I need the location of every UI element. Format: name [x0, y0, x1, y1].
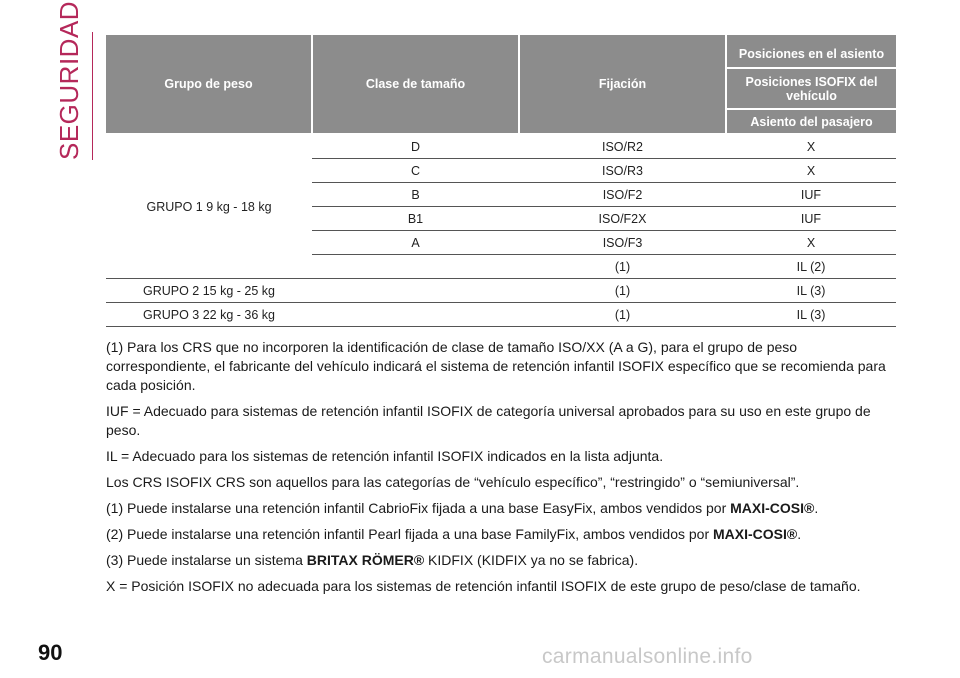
fixation-cell: ISO/F3 — [519, 231, 726, 255]
passenger-cell: IUF — [726, 207, 896, 231]
passenger-cell: X — [726, 231, 896, 255]
header-fixation: Fijación — [519, 35, 726, 134]
fixation-cell: (1) — [519, 303, 726, 327]
table-row — [106, 303, 896, 327]
section-divider — [92, 32, 93, 160]
note-1: (1) Para los CRS que no incorporen la identificación de clase de tamaño ISO/XX (A a G), para el grupo de peso correspondiente, el fabricante del vehículo indicará el sistema de retención infantil ISOFIX específico que se recomienda para cada posición. — [106, 339, 886, 393]
size-class-cell: B1 — [312, 207, 519, 231]
size-class-cell — [312, 303, 519, 327]
note-1b — [106, 499, 896, 518]
section-title — [52, 0, 86, 162]
watermark: carmanualsonline.info — [542, 645, 753, 668]
note-crs: Los CRS ISOFIX CRS son aquellos para las categorías de “vehículo específico”, “restringido” o “semiuniversal”. — [106, 474, 800, 490]
fixation-cell: ISO/R2 — [519, 134, 726, 159]
header-weight-group: Grupo de peso — [106, 35, 312, 134]
passenger-cell: X — [726, 134, 896, 159]
brand-maxi-cosi: MAXI-COSI® — [713, 526, 798, 542]
passenger-cell: X — [726, 159, 896, 183]
note-2-end: . — [797, 526, 802, 542]
note-x: X = Posición ISOFIX no adecuada para los sistemas de retención infantil ISOFIX de este grupo de peso/clase de tamaño. — [106, 578, 861, 594]
note-il: IL = Adecuado para los sistemas de retención infantil ISOFIX indicados en la lista adjunta. — [106, 448, 664, 464]
size-class-cell — [312, 255, 519, 279]
fixation-cell: (1) — [519, 255, 726, 279]
isofix-table — [106, 35, 896, 327]
note-2-text: (2) Puede instalarse una retención infantil Pearl fijada a una base FamilyFix, ambos vendidos por — [106, 526, 713, 542]
group-cell: GRUPO 3 22 kg - 36 kg — [106, 303, 312, 327]
header-size-class: Clase de tamaño — [312, 35, 519, 134]
size-class-cell: D — [312, 134, 519, 159]
fixation-cell: ISO/F2X — [519, 207, 726, 231]
note-1b-text: (1) Puede instalarse una retención infantil CabrioFix fijada a una base EasyFix, ambos vendidos por — [106, 500, 731, 516]
group-cell: GRUPO 2 15 kg - 25 kg — [106, 279, 312, 303]
note-3-text: (3) Puede instalarse un sistema — [106, 552, 307, 568]
passenger-cell: IUF — [726, 183, 896, 207]
note-iuf: IUF = Adecuado para sistemas de retención infantil ISOFIX de categoría universal aprobados para su uso en este grupo de peso. — [106, 403, 871, 438]
note-3 — [106, 551, 896, 570]
notes-section — [106, 338, 896, 603]
brand-maxi-cosi: MAXI-COSI® — [730, 500, 815, 516]
note-2 — [106, 525, 896, 544]
brand-britax-romer: BRITAX RÖMER® — [306, 552, 425, 568]
header-passenger-seat: Asiento del pasajero — [726, 109, 896, 134]
fixation-cell: ISO/R3 — [519, 159, 726, 183]
size-class-cell: C — [312, 159, 519, 183]
header-seat-positions: Posiciones en el asiento — [726, 35, 896, 68]
table-row — [106, 279, 896, 303]
group-1-cell: GRUPO 1 9 kg - 18 kg — [106, 134, 312, 279]
size-class-cell: B — [312, 183, 519, 207]
fixation-cell: (1) — [519, 279, 726, 303]
passenger-cell: IL (3) — [726, 279, 896, 303]
table-row — [106, 134, 896, 159]
note-3-end: KIDFIX (KIDFIX ya no se fabrica). — [424, 552, 639, 568]
passenger-cell: IL (3) — [726, 303, 896, 327]
fixation-cell: ISO/F2 — [519, 183, 726, 207]
page-number: 90 — [38, 640, 63, 665]
section-title-text: SEGURIDAD — [54, 0, 84, 160]
size-class-cell — [312, 279, 519, 303]
header-isofix-positions: Posiciones ISOFIX del vehículo — [726, 68, 896, 109]
size-class-cell: A — [312, 231, 519, 255]
passenger-cell: IL (2) — [726, 255, 896, 279]
note-1b-end: . — [814, 500, 819, 516]
